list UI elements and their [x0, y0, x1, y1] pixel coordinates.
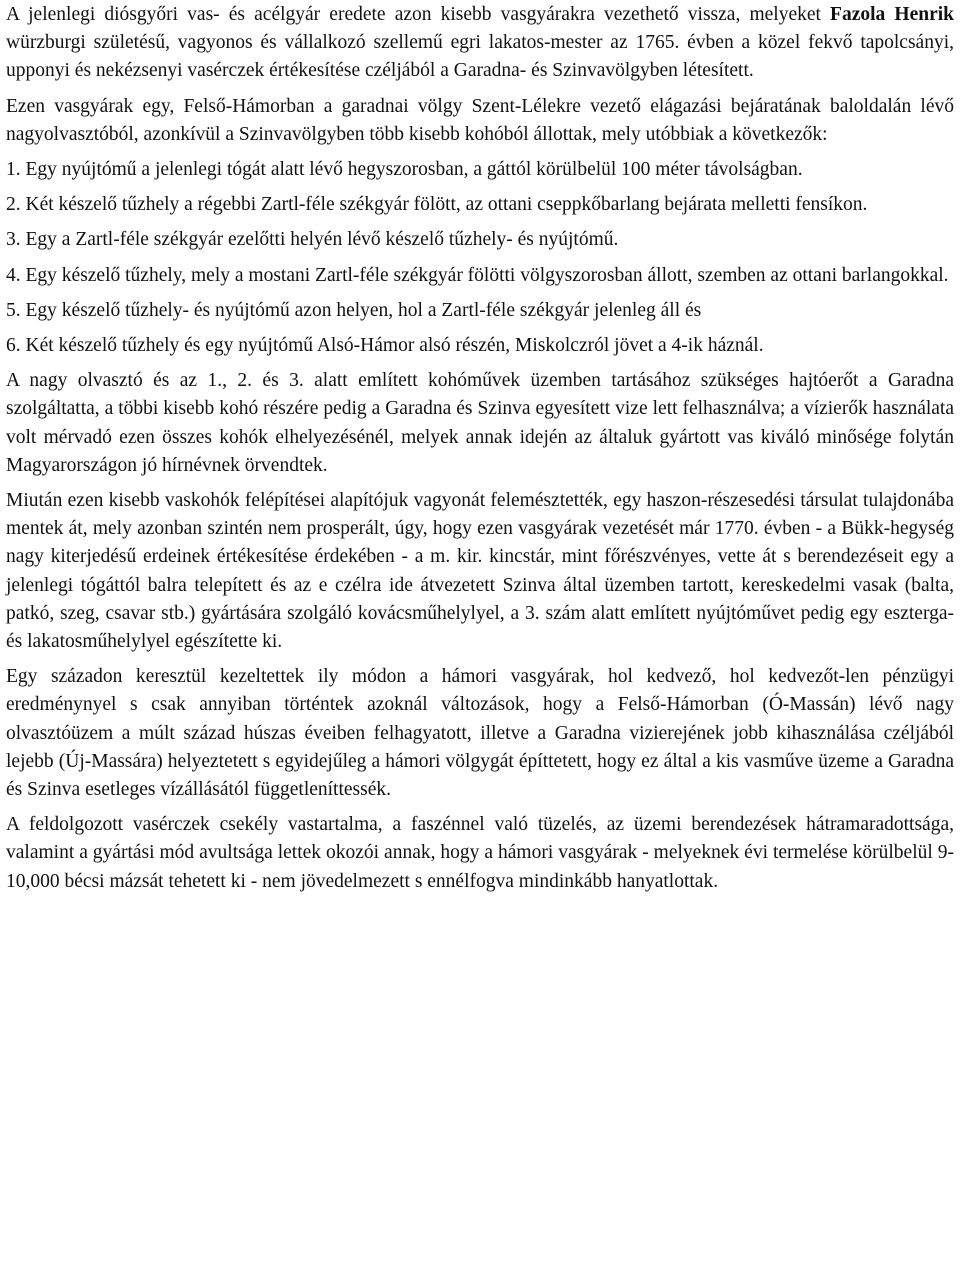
- intro-text-end: würzburgi születésű, vagyonos és vállalkozó szellemű egri lakatos-mester az 1765. évben a közel fekvő tapolcsányi, upponyi és nekézsenyi vasérczek értékesítése czéljából a Garadna- és Szinvavölgyben létesített.: [6, 32, 954, 82]
- list-item-2: 2. Két készelő tűzhely a régebbi Zartl-féle székgyár fölött, az ottani cseppkőbarlang bejárata melletti fensíkon.: [6, 194, 868, 216]
- list-item-1: 1. Egy nyújtómű a jelenlegi tógát alatt lévő hegyszorosban, a gáttól körülbelül 100 méter távolságban.: [6, 159, 803, 181]
- list-item-5: 5. Egy készelő tűzhely- és nyújtómű azon helyen, hol a Zartl-féle székgyár jelenleg áll és: [6, 299, 702, 321]
- intro-text-start: A jelenlegi diósgyőri vas- és acélgyár eredete azon kisebb vasgyárakra vezethető vissza, melyeket: [6, 4, 831, 25]
- founder-name: Fazola Henrik: [830, 4, 954, 25]
- paragraph-ironworks: Ezen vasgyárak egy, Felső-Hámorban a garadnai völgy Szent-Lélekre vezető elágazási bejáratának baloldalán lévő nagyolvasztóból, azonkívül a Szinvavölgyben több kisebb kohóból állottak, mely utóbbiak a következők:: [6, 95, 954, 145]
- list-item-6: 6. Két készelő tűzhely és egy nyújtómű Alsó-Hámor alsó részén, Miskolczról jövet a 4-ik háznál.: [6, 335, 764, 357]
- paragraph-intro: [6, 1, 954, 86]
- paragraph-treasury: Miután ezen kisebb vaskohók felépítései alapítójuk vagyonát felemésztették, egy haszon-részesedési társulat tulajdonába mentek át, mely azonban szintén nem prosperált, úgy, hogy ezen vasgyárak vezetését már 1770. évben - a Bükk-hegység nagy kiterjedésű erdeinek értékesítése érdekében - a m. kir. kincstár, mint főrészvényes, vette át s berendezéseit egy a jelenlegi tógáttól balra telepített és az e czélra ide átvezetett Szinva által üzemben tartott, kereskedelmi vasak (balta, patkó, szeg, csavar stb.) gyártására szolgáló kovácsműhelylyel, a 3. szám alatt említett nyújtóművet pedig egy eszterga- és lakatosműhelylyel egészítette ki.: [6, 490, 954, 653]
- paragraph-decline: A feldolgozott vasérczek csekély vastartalma, a faszénnel való tüzelés, az üzemi berendezések hátramaradottsága, valamint a gyártási mód avultsága lettek okozói annak, hogy a hámori vasgyárak - melyeknek évi termelése körülbelül 9-10,000 bécsi mázsát tehetett ki - nem jövedelmezett s ennélfogva mindinkább hanyatlottak.: [6, 814, 954, 892]
- paragraph-century: Egy századon keresztül kezeltettek ily módon a hámori vasgyárak, hol kedvező, hol kedvezőt-len pénzügyi eredménynyel s csak annyiban történtek azoknál változások, hogy a Felső-Hámorban (Ó-Massán) lévő nagy olvasztóüzem a múlt század húszas éveiben felhagyatott, illetve a Garadna vizierejének jobb kihasználása czéljából lejebb (Új-Massára) helyeztetett s egyidejűleg a hámori völgygát építtetett, hogy ez által a kis vasműve üzeme a Garadna és Szinva esetleges vízállásától függetleníttessék.: [6, 666, 954, 801]
- paragraph-water-power: A nagy olvasztó és az 1., 2. és 3. alatt említett kohóművek üzemben tartásához szükséges hajtóerőt a Garadna szolgáltatta, a többi kisebb kohó részére pedig a Garadna és Szinva egyesített vize lett felhasználva; a vízierők használata volt mérvadó ezen összes kohók elhelyezésénél, melyek annak idején az általuk gyártott vas kiváló minősége folytán Magyarországon jó hírnévnek örvendtek.: [6, 370, 954, 476]
- list-item-4: 4. Egy készelő tűzhely, mely a mostani Zartl-féle székgyár fölötti völgyszorosban állott, szemben az ottani barlangokkal.: [6, 264, 949, 286]
- list-item-3: 3. Egy a Zartl-féle székgyár ezelőtti helyén lévő készelő tűzhely- és nyújtómű.: [6, 229, 619, 251]
